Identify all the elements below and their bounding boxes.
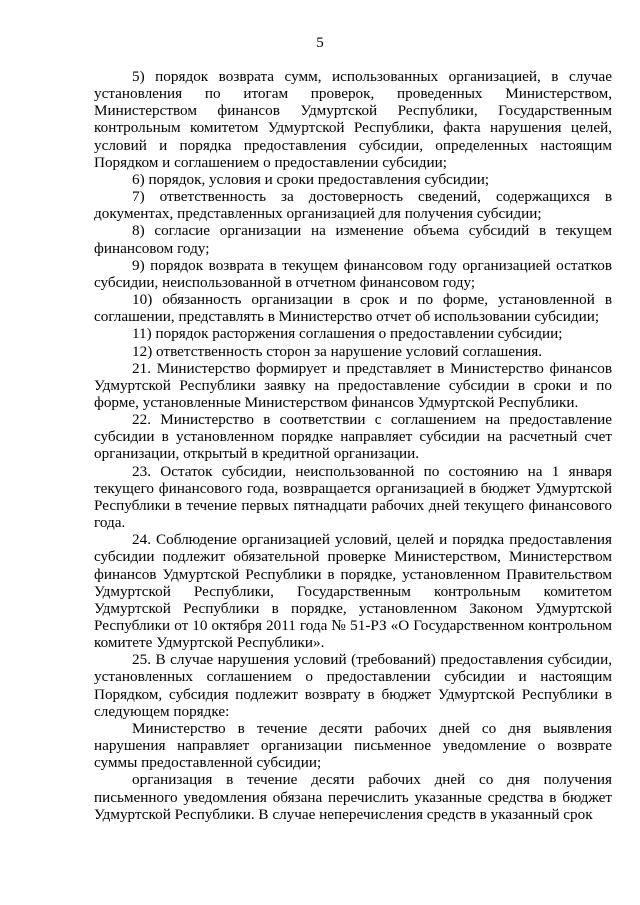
paragraph-item-10: 10) обязанность организации в срок и по форме, установленной в соглашении, представлять в Министерство отчет об использовании субсидии; [94, 291, 612, 326]
paragraph-item-9: 9) порядок возврата в текущем финансовом году организацией остатков субсидии, неиспользованной в отчетном финансовом году; [94, 256, 612, 291]
paragraph-clause-25: 25. В случае нарушения условий (требований) предоставления субсидии, установленных соглашением о предоставлении субсидии и настоящим Порядком, субсидия подлежит возврату в бюджет Удмуртской Республики в следующем порядке: [94, 651, 612, 720]
paragraph-item-12: 12) ответственность сторон за нарушение условий соглашения. [132, 342, 543, 360]
paragraph-clause-21: 21. Министерство формирует и представляет в Министерство финансов Удмуртской Республики заявку на предоставление субсидии в сроки и по форме, установленные Министерством финансов Удмуртской Республики. [94, 359, 612, 411]
paragraph-item-7: 7) ответственность за достоверность сведений, содержащихся в документах, представленных организацией для получения субсидии; [94, 188, 612, 223]
paragraph-clause-24: 24. Соблюдение организацией условий, целей и порядка предоставления субсидии подлежит обязательной проверке Министерством, Министерством финансов Удмуртской Республики в порядке, установленном Правительством Удмуртской Республики, Государственным контрольным комитетом Удмуртской Республики в порядке, установленном Законом Удмуртской Республики от 10 октября 2011 года № 51-РЗ «О Государственном контрольном комитете Удмуртской Республики». [94, 531, 612, 652]
paragraph-item-11: 11) порядок расторжения соглашения о предоставлении субсидии; [132, 325, 563, 343]
paragraph-item-5: 5) порядок возврата сумм, использованных организацией, в случае установления по итогам проверок, проведенных Министерством, Министерством финансов Удмуртской Республики, Государственным контрольным комитетом Удмуртской Республики, факта нарушения целей, условий и порядка предоставления субсидии, определенных настоящим Порядком и соглашением о предоставлении субсидии; [94, 68, 612, 171]
paragraph-clause-22: 22. Министерство в соответствии с соглашением на предоставление субсидии в установленном порядке направляет субсидии на расчетный счет организации, открытый в кредитной организации. [94, 411, 612, 463]
document-body [94, 68, 612, 823]
paragraph-ministry-notice: Министерство в течение десяти рабочих дней со дня выявления нарушения направляет организации письменное уведомление о возврате суммы предоставленной субсидии; [94, 719, 612, 772]
paragraph-item-8: 8) согласие организации на изменение объема субсидий в текущем финансовом году; [94, 222, 612, 257]
paragraph-item-6: 6) порядок, условия и сроки предоставления субсидии; [132, 170, 490, 188]
paragraph-organization-return: организация в течение десяти рабочих дней со дня получения письменного уведомления обязана перечислить указанные средства в бюджет Удмуртской Республики. В случае неперечисления средств в указанный срок [94, 771, 612, 823]
page-number: 5 [316, 35, 324, 51]
paragraph-clause-23: 23. Остаток субсидии, неиспользованной по состоянию на 1 января текущего финансового года, возвращается организацией в бюджет Удмуртской Республики в течение первых пятнадцати рабочих дней текущего финансового года. [94, 462, 612, 532]
